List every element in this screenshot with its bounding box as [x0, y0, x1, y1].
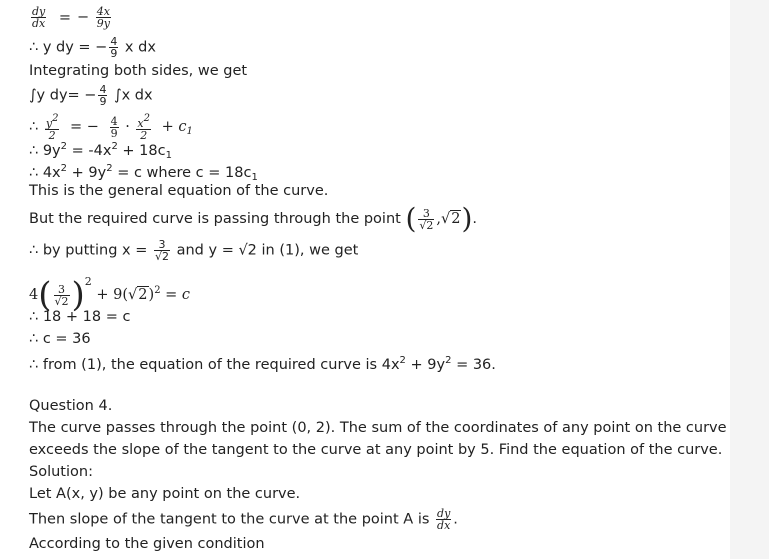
text-by-putting: ∴ by putting x = $\frac{3}{√2}$ and y = √2 in (1), we get	[29, 238, 359, 263]
text-slope-tangent: Then slope of the tangent to the curve at the point A is $\frac{dy}{dx}$ .	[29, 507, 458, 532]
fraction-4-9: $\frac{4}{9}$	[99, 83, 107, 108]
solution-label: Solution:	[29, 464, 93, 480]
text-general-equation: This is the general equation of the curve.	[29, 183, 329, 199]
fraction-4x-9y: $\frac{4x}{9y}$	[96, 5, 111, 30]
text-let-point: Let A(x, y) be any point on the curve.	[29, 486, 301, 502]
equation-substituted: 4( $\frac{3}{√2}$ )$^2 + 9(√2)^2 = c$	[29, 275, 191, 315]
fraction-x2-2: $\frac{x2}{2}$	[137, 113, 150, 142]
text-passing-point: But the required curve is passing through the point ( $\frac{3}{√2}$ ,√2).	[29, 202, 478, 235]
fraction-dy-dx: $\frac{dy}{dx}$	[32, 5, 46, 30]
fraction-3-root2: $\frac{3}{√2}$	[154, 238, 169, 263]
fraction-3-root2: $\frac{3}{√2}$	[419, 206, 434, 232]
right-margin-panel	[730, 0, 769, 559]
equation-integrated: ∴ $\frac{y2}{2}$ = − $\frac{4}{9}$ · $\frac{x2}{2}$ + $c_1$	[29, 113, 193, 142]
text-given-condition: According to the given condition	[29, 536, 265, 552]
question-4-heading: Question 4.	[29, 398, 113, 414]
equation-general: ∴ $4x^2 + 9y^2 = c$ where $c = 18c_1$	[29, 163, 258, 183]
fraction-4-9: $\frac{4}{9}$	[110, 35, 118, 60]
equation-c-36: ∴ c = 36	[29, 331, 91, 347]
equation-separate: ∴ y dy = − $\frac{4}{9}$ x dx	[29, 35, 156, 60]
text-integrating: Integrating both sides, we get	[29, 63, 248, 79]
text-required-curve: ∴ from (1), the equation of the required curve is $4x^2 + 9y^2 = 36$.	[29, 355, 496, 373]
sqrt-2: √2	[441, 211, 461, 227]
fraction-3-root2: $\frac{3}{√2}$	[54, 282, 69, 308]
equation-9y2: ∴ $9y^2 = -4x^2 + 18c_1$	[29, 141, 172, 161]
sqrt-2: √2	[128, 287, 148, 303]
equation-dy-dx: $\frac{dy}{dx}$ = − $\frac{4x}{9y}$	[32, 5, 111, 30]
equation-integral: ∫y dy= − $\frac{4}{9}$ ∫x dx	[29, 83, 153, 108]
fraction-dy-dx: $\frac{dy}{dx}$	[437, 507, 451, 532]
equation-18-18: ∴ 18 + 18 = c	[29, 309, 131, 325]
question-4-body-2: exceeds the slope of the tangent to the curve at any point by 5. Find the equation of the curve.	[29, 442, 723, 458]
fraction-y2-2: $\frac{y2}{2}$	[45, 113, 59, 142]
fraction-4-9: $\frac{4}{9}$	[110, 114, 118, 140]
question-4-body-1: The curve passes through the point (0, 2). The sum of the coordinates of any point on the curve	[29, 420, 727, 436]
